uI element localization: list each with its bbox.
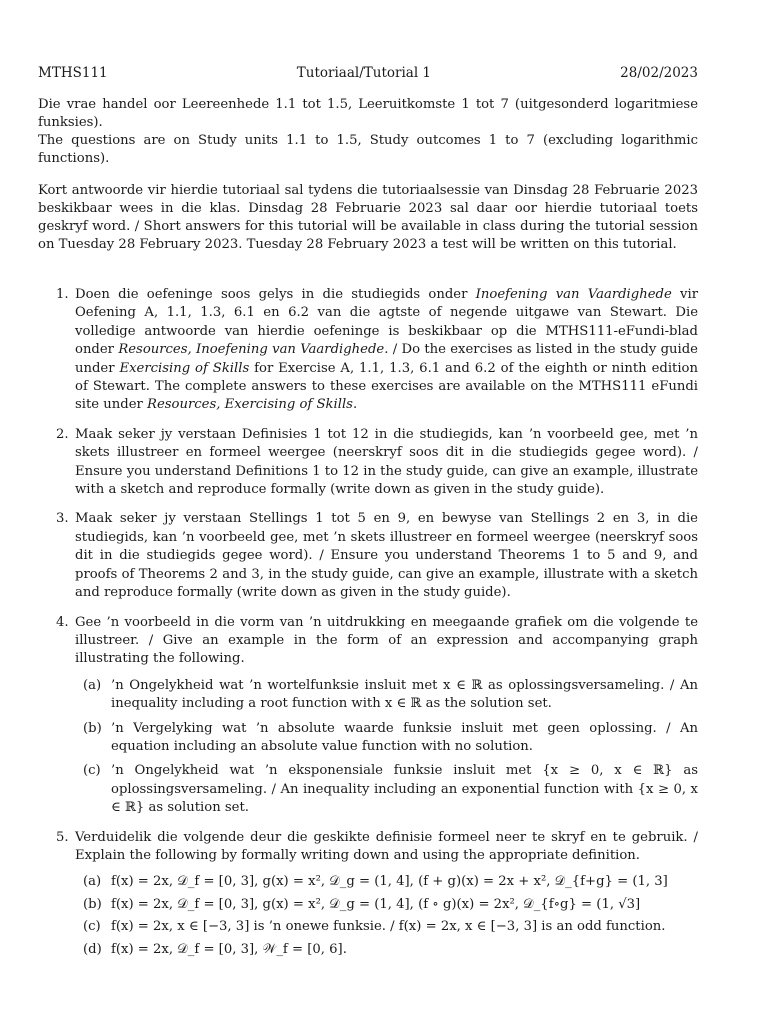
question-number: 2. xyxy=(56,426,69,442)
q1-emph: Inoefening van Vaardighede xyxy=(475,287,672,302)
intro-answers-text: Kort antwoorde vir hierdie tutoriaal sal tydens die tutoriaalsessie van Dinsdag 28 Februarie 2023 beskikbaar wees in die klas. Dinsdag 28 Februarie 2023 sal daar oor hierdie tutoriaal toets geskryf word. / Short answers for this tutorial will be available in class during the tutorial session on Tuesday 28 February 2023. Tuesday 28 February 2023 a test will be written on this tutorial. xyxy=(38,183,698,252)
sub-formula: f(x) = 2x, x ∈ [−3, 3] is ’n onewe funksie. / f(x) = 2x, x ∈ [−3, 3] is an odd function. xyxy=(111,919,666,935)
q4-subquestions xyxy=(75,677,698,818)
q5-subquestion-a xyxy=(75,873,698,891)
question-number: 4. xyxy=(56,614,69,630)
spacer xyxy=(38,268,698,286)
q5-subquestion-b xyxy=(75,896,698,914)
q1-emph: Resources, Inoefening van Vaardighede. xyxy=(118,342,389,358)
intro-units-en: The questions are on Study units 1.1 to 1.5, Study outcomes 1 to 7 (excluding logarithmic functions). xyxy=(38,133,698,166)
question-3 xyxy=(38,510,698,602)
sub-label: (c) xyxy=(83,763,101,779)
q1-text: / Do the exercises as listed in the study guide under xyxy=(75,342,698,376)
document-title: Tutoriaal/Tutorial 1 xyxy=(296,65,432,81)
q3-text: Maak seker jy verstaan Stellings 1 tot 5 en 9, en bewyse van Stellings 2 en 3, in die studiegids, kan ’n voorbeeld gee, met ’n skets illustreer en formeel weergee (neerskryf soos dit in die studiegids gegee word). / Ensure you understand Theorems 1 to 5 and 9, and proofs of Theorems 2 and 3, in the study guide, can give an example, illustrate with a sketch and reproduce formally (write down as given in the study guide). xyxy=(75,511,698,601)
sub-text: ’n Vergelyking wat ’n absolute waarde funksie insluit met geen oplossing. / An equation including an absolute value function with no solution. xyxy=(111,720,698,754)
question-2 xyxy=(38,426,698,500)
sub-formula: f(x) = 2x, 𝒟_f = [0, 3], 𝒲_f = [0, 6]. xyxy=(111,941,347,957)
q1-emph: Exercising of Skills xyxy=(119,360,250,376)
sub-label: (c) xyxy=(83,919,101,935)
question-number: 5. xyxy=(56,829,69,845)
intro-answers xyxy=(38,182,698,254)
q1-text: vir Oefening A, 1.1, 1.3, 6.1 en 6.2 van die agtste of negende uitgawe van Stewart. Die volledige antwoorde van hierdie oefeninge is beskikbaar op die MTHS111-eFundi-blad onder xyxy=(75,287,698,358)
q1-text: for Exercise A, 1.1, 1.3, 6.1 and 6.2 of the eighth or ninth edition of Stewart. The complete answers to these exercises are available on the MTHS111 eFundi site under xyxy=(75,360,698,413)
sub-formula: f(x) = 2x, 𝒟_f = [0, 3], g(x) = x², 𝒟_g = (1, 4], (f ∘ g)(x) = 2x², 𝒟_{f∘g} = (1, √3] xyxy=(111,896,641,912)
q4-subquestion-c xyxy=(75,762,698,817)
sub-label: (b) xyxy=(83,896,102,912)
question-5 xyxy=(38,829,698,959)
sub-label: (d) xyxy=(83,941,102,957)
intro-units-af: Die vrae handel oor Leereenhede 1.1 tot 1.5, Leeruitkomste 1 tot 7 (uitgesonderd logaritmiese funksies). xyxy=(38,97,698,130)
q1-text: . xyxy=(352,397,358,413)
question-number: 1. xyxy=(56,287,69,302)
header xyxy=(38,64,698,82)
sub-text: ’n Ongelykheid wat ’n eksponensiale funksie insluit met {x ≥ 0, x ∈ ℝ} as oplossingsversameling. / An inequality including an exponential function with {x ≥ 0, x ∈ ℝ} as solution set. xyxy=(111,763,698,816)
course-code: MTHS111 xyxy=(38,65,108,81)
q4-subquestion-a xyxy=(75,677,698,714)
sub-label: (a) xyxy=(83,677,102,693)
q2-text: Maak seker jy verstaan Definisies 1 tot 12 in die studiegids, kan ’n voorbeeld gee, met ’n skets illustreer en formeel weergee (neerskryf soos dit in die studiegids gegee word). / Ensure you understand Definitions 1 to 12 in the study guide, can give an example, illustrate with a sketch and reproduce formally (write down as given in the study guide). xyxy=(75,426,698,498)
sub-text: ’n Ongelykheid wat ’n wortelfunksie insluit met x ∈ ℝ as oplossingsversameling. / An inequality including a root function with x ∈ ℝ as the solution set. xyxy=(111,677,698,712)
q5-text: Verduidelik die volgende deur die geskikte definisie formeel neer te skryf en te gebruik. / Explain the following by formally writing down and using the appropriate definition. xyxy=(75,829,698,863)
question-list xyxy=(38,286,698,959)
sub-formula: f(x) = 2x, 𝒟_f = [0, 3], g(x) = x², 𝒟_g = (1, 4], (f + g)(x) = 2x + x², 𝒟_{f+g} = (1, 3] xyxy=(111,874,668,890)
question-4 xyxy=(38,614,698,818)
q1-emph: Resources, Exercising of Skills xyxy=(147,397,353,413)
document-date: 28/02/2023 xyxy=(620,65,698,81)
q4-text: Gee ’n voorbeeld in die vorm van ’n uitdrukking en meegaande grafiek om die volgende te illustreer. / Give an example in the form of an expression and accompanying graph illustrating the following. xyxy=(75,614,698,667)
q5-subquestion-c xyxy=(75,918,698,936)
q4-subquestion-b xyxy=(75,720,698,757)
q5-subquestions xyxy=(75,873,698,959)
question-1 xyxy=(38,286,698,415)
document-page xyxy=(38,64,698,970)
sub-label: (b) xyxy=(83,720,102,736)
intro-units xyxy=(38,96,698,168)
sub-label: (a) xyxy=(83,874,102,890)
q1-text: Doen die oefeninge soos gelys in die studiegids onder xyxy=(75,287,476,302)
q5-subquestion-d xyxy=(75,941,698,959)
question-number: 3. xyxy=(56,511,69,527)
